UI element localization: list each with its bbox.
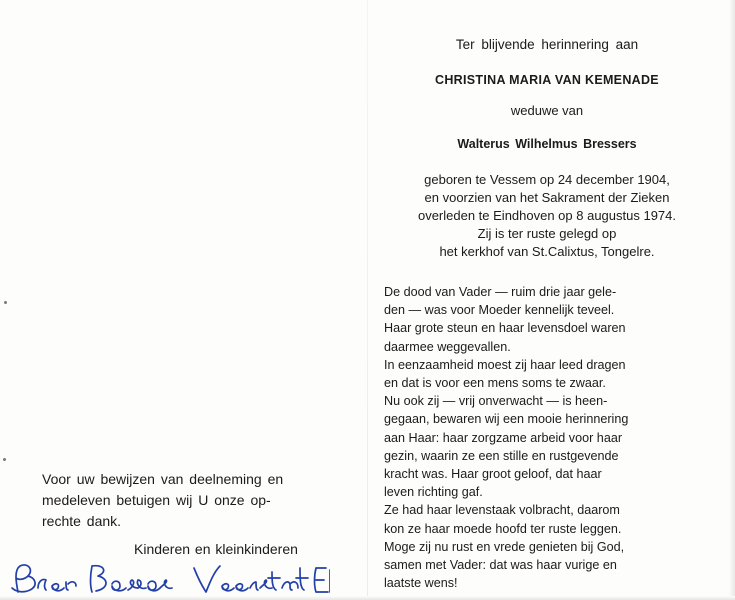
bio-line: het kerkhof van St.Calixtus, Tongelre. (439, 244, 655, 259)
verse-line: daarmee weggevallen. (384, 339, 511, 354)
verse-line: gegaan, bewaren wij een mooie herinnering (384, 412, 629, 427)
card-fold-line (367, 0, 368, 600)
verse-line: samen met Vader: dat was haar vurige en (384, 558, 617, 573)
card-edge-right (729, 0, 735, 600)
verse-line: Nu ook zij — vrij onverwacht — is heen- (384, 394, 608, 409)
verse-line: De dood van Vader — ruim drie jaar gele- (384, 285, 617, 299)
thanks-line: medeleven betuigen wij U onze op- (42, 492, 271, 508)
paper-speck (3, 458, 6, 461)
handwritten-note (0, 558, 330, 598)
memorial-text-column (384, 36, 710, 592)
spouse-name: Walterus Wilhelmus Bressers (457, 136, 637, 151)
thanks-message (42, 469, 342, 532)
verse-line: Ze had haar levenstaak volbracht, daarom (384, 503, 620, 518)
verse-line: kon ze haar moede hoofd ter ruste leggen. (384, 521, 622, 536)
bio-line: en voorzien van het Sakrament der Zieken (424, 190, 670, 205)
verse-line: laatste wens! (384, 576, 458, 591)
verse-line: aan Haar: haar zorgzame arbeid voor haar (384, 430, 623, 445)
signature-line: Kinderen en kleinkinderen (134, 541, 298, 557)
biography-block (384, 171, 710, 261)
verse-line: kracht was. Haar groot geloof, dat haar (384, 467, 602, 482)
verse-line: Haar grote steun en haar levensdoel waren (384, 321, 626, 336)
opening-line: Ter blijvende herinnering aan (455, 37, 639, 52)
thanks-line: rechte dank. (42, 513, 122, 529)
paper-speck (4, 301, 7, 304)
verse-line: Moge zij nu rust en vrede genieten bij God, (384, 539, 625, 554)
relation-line: weduwe van (510, 103, 584, 118)
bio-line: overleden te Eindhoven op 8 augustus 1974. (417, 208, 677, 223)
thanks-line: Voor uw bewijzen van deelneming en (42, 471, 284, 487)
verse-line: en dat is voor een mens soms te zwaar. (384, 376, 606, 391)
deceased-name: CHRISTINA MARIA VAN KEMENADE (435, 72, 659, 87)
verse-line: leven richting gaf. (384, 485, 483, 500)
memorial-verse (384, 283, 698, 592)
verse-line: den — was voor Moeder kennelijk teveel. (384, 303, 615, 318)
verse-line: gezin, waarin ze een stille en rustgevende (384, 448, 619, 463)
bio-line: Zij is ter ruste gelegd op (477, 226, 617, 241)
bio-line: geboren te Vessem op 24 december 1904, (424, 172, 670, 187)
verse-line: In eenzaamheid moest zij haar leed dragen (384, 357, 626, 372)
